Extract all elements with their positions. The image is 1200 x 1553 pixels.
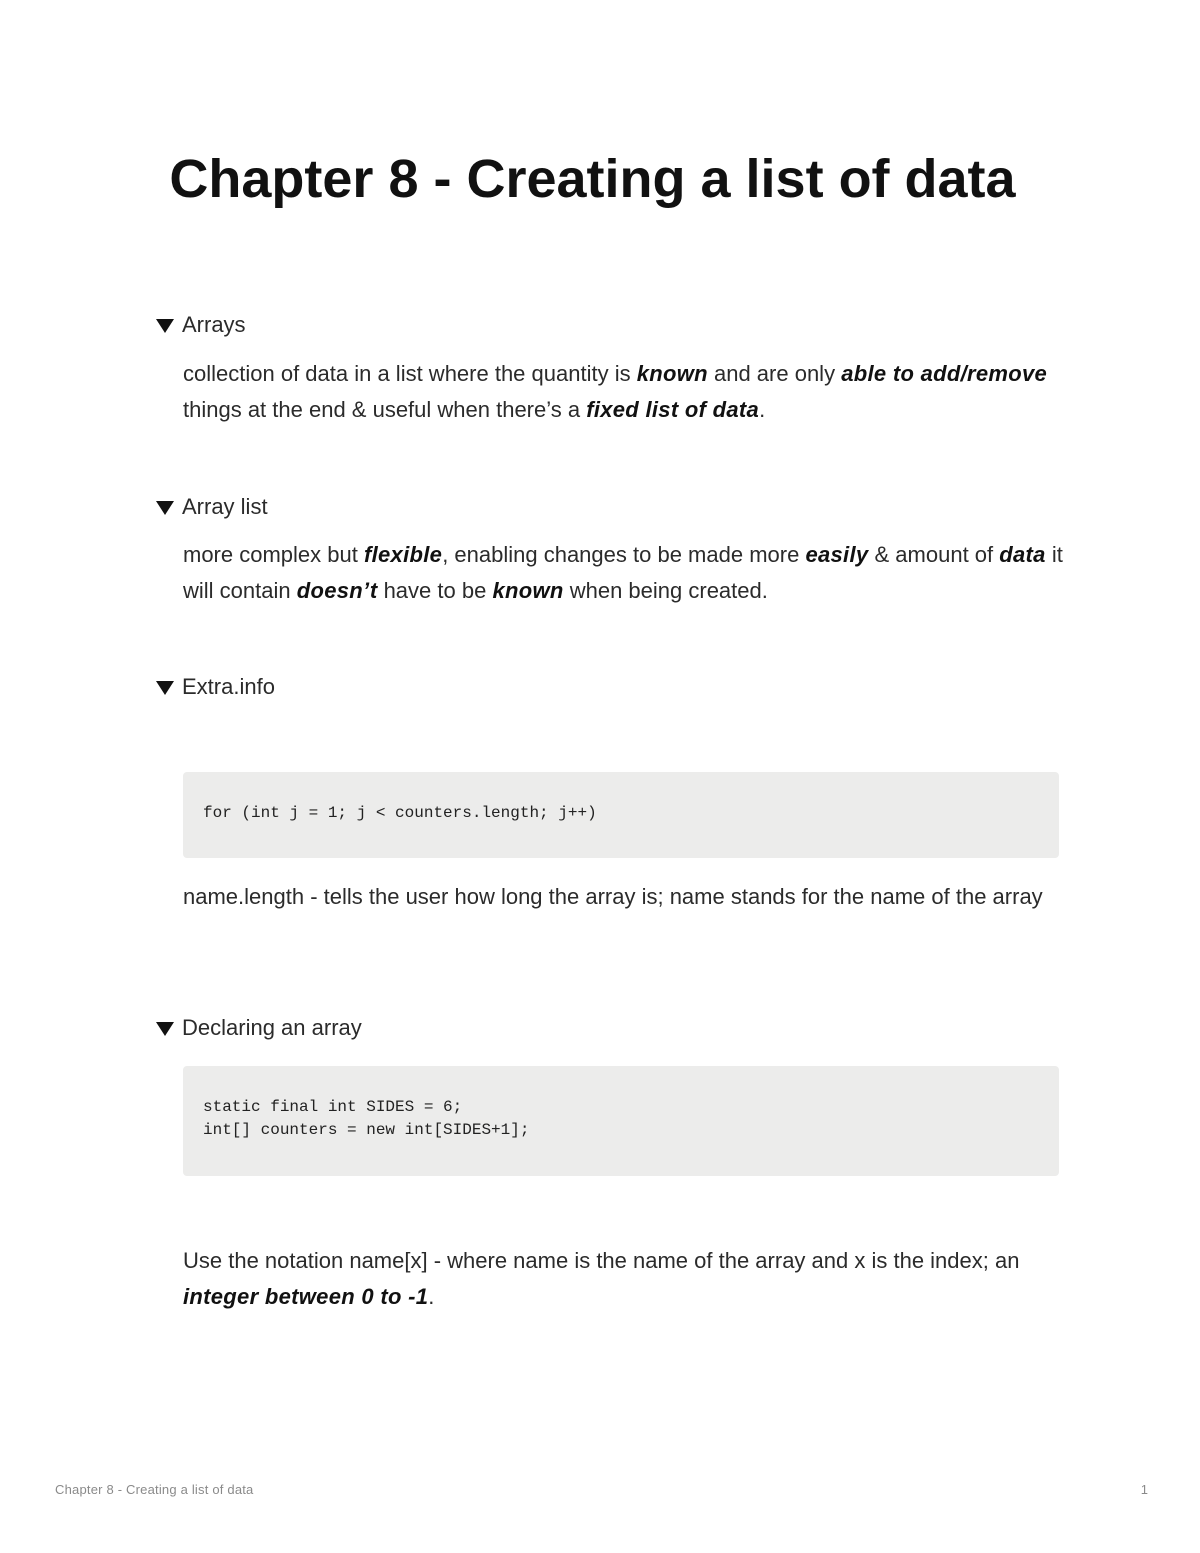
emphasis-text: easily: [805, 542, 869, 567]
toggle-extra-info[interactable]: [156, 671, 1066, 703]
toggle-heading: Arrays: [182, 312, 246, 337]
code-block-loop: for (int j = 1; j < counters.length; j++): [183, 772, 1059, 858]
page-title: Chapter 8 - Creating a list of data: [169, 149, 1016, 209]
toggle-triangle-icon[interactable]: [156, 319, 174, 333]
emphasis-text: flexible: [363, 542, 443, 567]
code-block-declaration: static final int SIDES = 6; int[] counters = new int[SIDES+1];: [183, 1066, 1059, 1176]
toggle-arrays[interactable]: [156, 309, 1066, 341]
emphasis-text: doesn’t: [296, 577, 378, 603]
emphasis-text: known: [492, 577, 564, 603]
emphasis-text: able to add/remove: [841, 361, 1048, 386]
toggle-heading: Declaring an array: [182, 1015, 362, 1040]
page-number: 1: [1140, 1482, 1148, 1497]
toggle-triangle-icon[interactable]: [156, 1022, 174, 1036]
toggle-heading: Extra.info: [182, 674, 275, 699]
toggle-array-list[interactable]: [156, 491, 1066, 523]
toggle-triangle-icon[interactable]: [156, 501, 174, 515]
toggle-triangle-icon[interactable]: [156, 681, 174, 695]
emphasis-text: known: [636, 361, 708, 386]
declaring-description: Use the notation name[x] - where name is the name of the array and x is the index; an integer between 0 to -1.: [183, 1248, 1020, 1309]
extra-info-description: name.length - tells the user how long the array is; name stands for the name of the array: [183, 884, 1043, 909]
emphasis-text: fixed list of data: [586, 396, 760, 422]
emphasis-text: data: [999, 542, 1046, 567]
emphasis-text: integer between 0 to -1: [183, 1283, 429, 1309]
array-list-description: more complex but flexible, enabling changes to be made more easily & amount of data it will contain doesn’t have to be known when being created.: [183, 542, 1063, 603]
toggle-declaring-array[interactable]: [156, 1012, 1066, 1044]
toggle-heading: Array list: [182, 494, 268, 519]
footer-title: Chapter 8 - Creating a list of data: [55, 1482, 254, 1497]
arrays-description: collection of data in a list where the quantity is known and are only able to add/remove things at the end & useful when there’s a fixed list of data.: [183, 361, 1048, 422]
